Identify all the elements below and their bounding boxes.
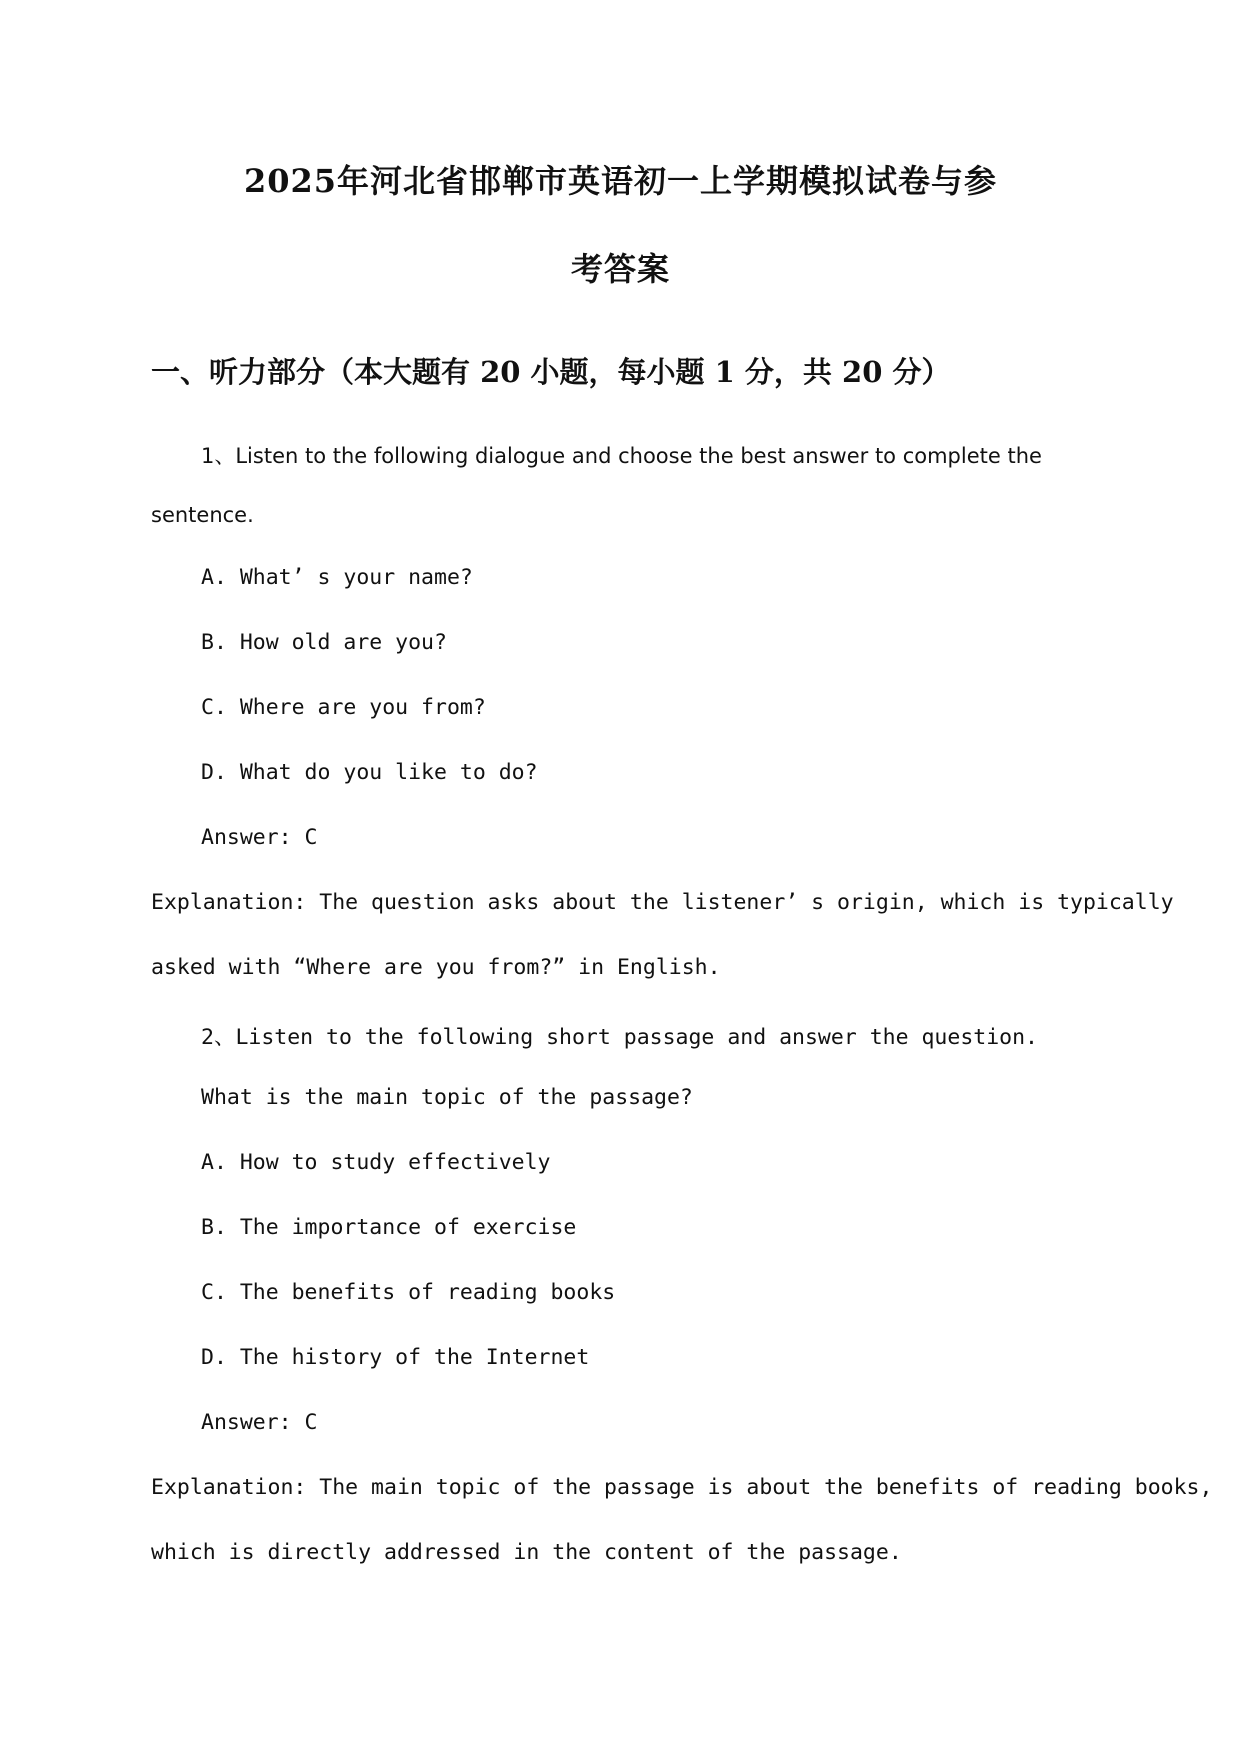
question-1-option-c: C. Where are you from? — [201, 695, 486, 720]
section-heading-listening: 一、听力部分（本大题有 20 小题，每小题 1 分，共 20 分） — [151, 355, 951, 389]
question-1-option-b: B. How old are you? — [201, 630, 447, 655]
question-1-explanation-line-1: Explanation: The question asks about the listener’ s origin, which is typically — [151, 890, 1174, 915]
question-2-option-c: C. The benefits of reading books — [201, 1280, 616, 1305]
question-2-prompt-line-2: What is the main topic of the passage? — [201, 1085, 693, 1110]
question-2-option-a: A. How to study effectively — [201, 1150, 551, 1175]
document-title-line-1: 2025年河北省邯郸市英语初一上学期模拟试卷与参 — [243, 162, 998, 200]
question-1-prompt-line-1: 1、Listen to the following dialogue and choose the best answer to complete the — [201, 444, 1042, 468]
question-1-option-d: D. What do you like to do? — [201, 760, 538, 785]
question-1-option-a: A. What’ s your name? — [201, 565, 473, 590]
question-2-answer: Answer: C — [201, 1410, 318, 1435]
question-2-explanation-line-1: Explanation: The main topic of the passage is about the benefits of reading books, — [151, 1475, 1213, 1500]
question-1-explanation-line-2: asked with “Where are you from?” in English. — [151, 955, 721, 980]
question-2-option-b: B. The importance of exercise — [201, 1215, 577, 1240]
question-2-option-d: D. The history of the Internet — [201, 1345, 590, 1370]
document-title-line-2: 考答案 — [570, 250, 670, 288]
question-2-prompt-line-1: 2、Listen to the following short passage and answer the question. — [201, 1025, 1038, 1050]
question-1-prompt-line-2: sentence. — [151, 503, 254, 527]
question-2-explanation-line-2: which is directly addressed in the content of the passage. — [151, 1540, 902, 1565]
question-1-answer: Answer: C — [201, 825, 318, 850]
